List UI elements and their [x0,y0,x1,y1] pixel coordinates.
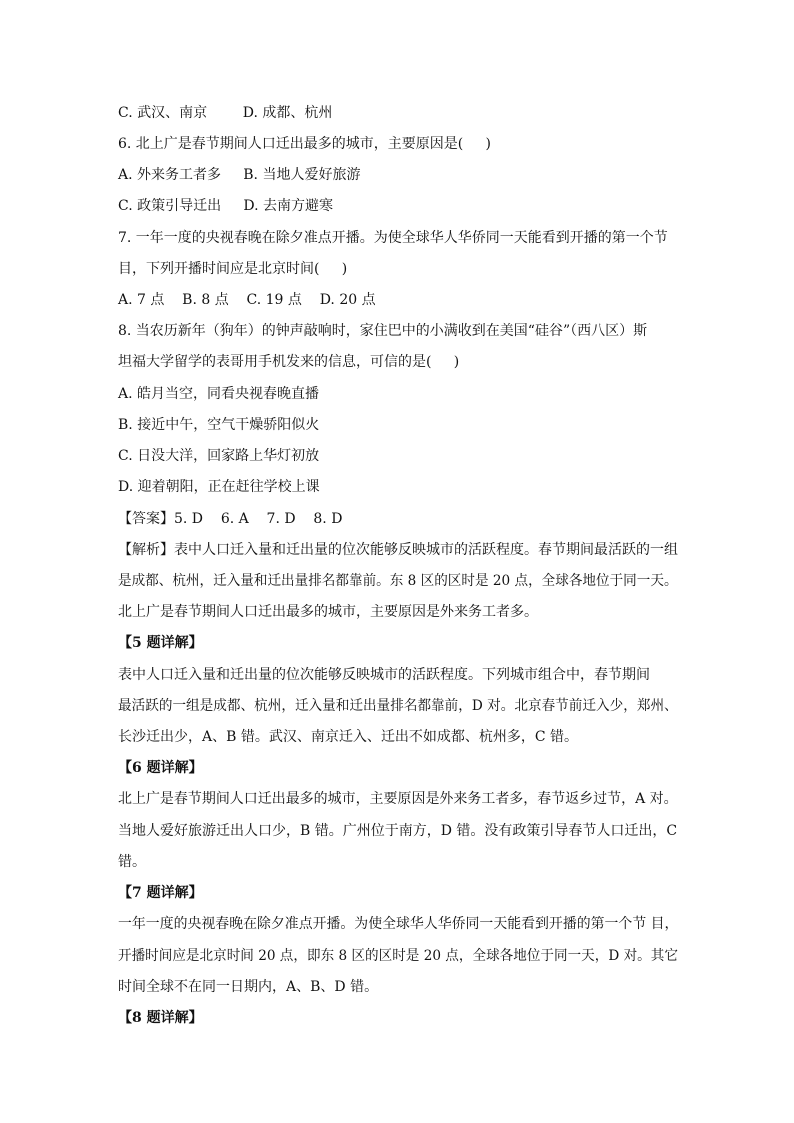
detail-6-line-2: 当地人爱好旅游迁出人口少，B 错。广州位于南方，D 错。没有政策引导春节人口迁出，C [118,823,678,839]
question-7-line-2: 目，下列开播时间应是北京时间( ) [118,261,348,277]
section-heading-7: 【7 题详解】 [118,885,203,901]
detail-5-line-1: 表中人口迁入量和迁出量的位次能够反映城市的活跃程度。下列城市组合中，春节期间 [118,667,650,683]
detail-7-line-2: 开播时间应是北京时间 20 点，即东 8 区的区时是 20 点，全球各地位于同一天，D 对。其它 [118,948,678,964]
option-8d: D. 迎着朝阳，正在赶往学校上课 [118,479,320,495]
option-8b: B. 接近中午，空气干燥骄阳似火 [118,417,320,433]
option-8c: C. 日没大洋，回家路上华灯初放 [118,448,320,464]
section-heading-8: 【8 题详解】 [118,1010,203,1026]
option-line-6ab: A. 外来务工者多 B. 当地人爱好旅游 [118,167,361,183]
answer-line: 【答案】5. D 6. A 7. D 8. D [118,511,343,527]
option-line-5cd: C. 武汉、南京 D. 成都、杭州 [118,105,333,121]
detail-5-line-2: 最活跃的一组是成都、杭州，迁入量和迁出量排名都靠前，D 对。北京春节前迁入少，郑州、 [118,698,678,714]
option-line-7: A. 7 点 B. 8 点 C. 19 点 D. 20 点 [118,292,376,308]
analysis-line-3: 北上广是春节期间人口迁出最多的城市，主要原因是外来务工者多。 [118,604,538,620]
option-line-6cd: C. 政策引导迁出 D. 去南方避寒 [118,198,333,214]
analysis-line-2: 是成都、杭州，迁入量和迁出量排名都靠前。东 8 区的区时是 20 点，全球各地位于同一天。 [118,573,678,589]
analysis-line-1: 【解析】表中人口迁入量和迁出量的位次能够反映城市的活跃程度。春节期间最活跃的一组 [118,542,678,558]
detail-7-line-3: 时间全球不在同一日期内，A、B、D 错。 [118,979,379,995]
option-8a: A. 皓月当空，同看央视春晚直播 [118,386,320,402]
section-heading-6: 【6 题详解】 [118,760,203,776]
question-7-line-1: 7. 一年一度的央视春晚在除夕准点开播。为使全球华人华侨同一天能看到开播的第一个节 [118,230,668,246]
detail-7-line-1: 一年一度的央视春晚在除夕准点开播。为使全球华人华侨同一天能看到开播的第一个节 目， [118,916,679,932]
detail-6-line-1: 北上广是春节期间人口迁出最多的城市，主要原因是外来务工者多，春节返乡过节，A 对。 [118,791,678,807]
section-heading-5: 【5 题详解】 [118,635,203,651]
detail-5-line-3: 长沙迁出少，A、B 错。武汉、南京迁入、迁出不如成都、杭州多，C 错。 [118,729,579,745]
question-6: 6. 北上广是春节期间人口迁出最多的城市，主要原因是( ) [118,136,491,152]
detail-6-line-3: 错。 [118,854,146,870]
question-8-line-1: 8. 当农历新年（狗年）的钟声敲响时，家住巴中的小满收到在美国“硅谷”（西八区）斯 [118,323,648,339]
question-8-line-2: 坦福大学留学的表哥用手机发来的信息，可信的是( ) [118,354,460,370]
